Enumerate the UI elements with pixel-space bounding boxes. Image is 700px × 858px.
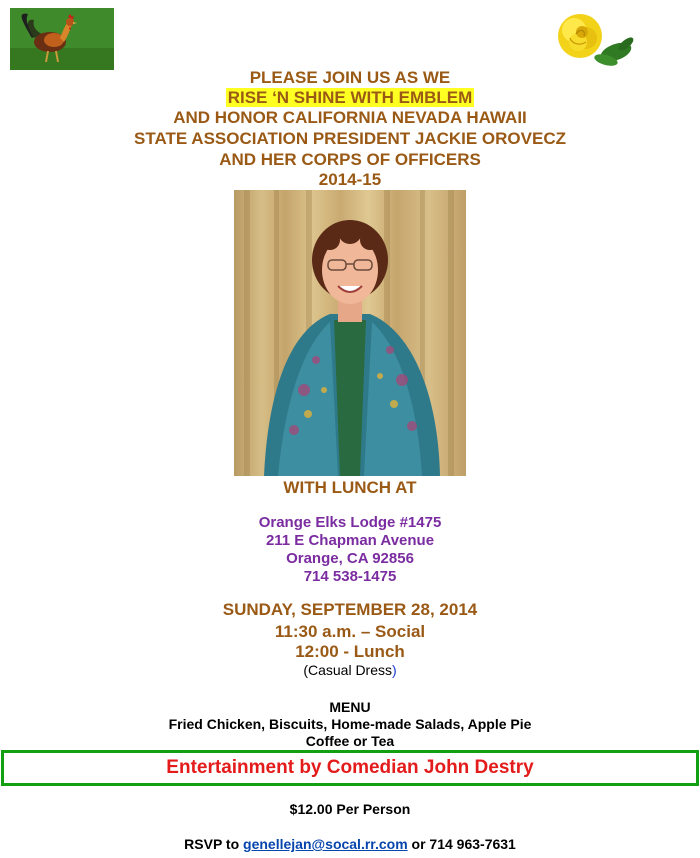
entertainment-banner (1, 750, 699, 786)
header-line-3: AND HONOR CALIFORNIA NEVADA HAWAII (173, 108, 527, 127)
header-line-2-container (0, 88, 700, 108)
rooster-image (10, 8, 114, 70)
venue-city: Orange, CA 92856 (286, 550, 414, 567)
event-date: SUNDAY, SEPTEMBER 28, 2014 (222, 600, 478, 619)
menu-line-2: Coffee or Tea (305, 733, 395, 749)
highlighted-title: RISE ‘N SHINE WITH EMBLEM (227, 88, 473, 107)
header-line-6: 2014-15 (318, 170, 382, 189)
venue-street: 211 E Chapman Avenue (265, 532, 435, 549)
menu-heading: MENU (329, 699, 371, 715)
header-line-5: AND HER CORPS OF OFFICERS (219, 150, 481, 169)
dress-code (0, 662, 700, 678)
menu-line-1: Fried Chicken, Biscuits, Home-made Salads, Apple Pie (168, 716, 532, 732)
rsvp-line (0, 836, 700, 852)
portrait-photo (234, 190, 466, 476)
lunch-heading: WITH LUNCH AT (283, 478, 417, 497)
header-line-1: PLEASE JOIN US AS WE (249, 68, 451, 87)
dress-code-paren: ) (392, 662, 397, 678)
entertainment-text: Entertainment by Comedian John Destry (166, 757, 534, 778)
header-line-4: STATE ASSOCIATION PRESIDENT JACKIE OROVECZ (134, 129, 566, 148)
price: $12.00 Per Person (289, 801, 411, 817)
rsvp-prefix: RSVP to (184, 836, 244, 852)
social-time: 11:30 a.m. – Social (274, 622, 426, 641)
venue-phone: 714 538-1475 (303, 568, 397, 585)
venue-name: Orange Elks Lodge #1475 (258, 514, 442, 531)
rsvp-suffix: or 714 963-7631 (407, 836, 516, 852)
lunch-time: 12:00 - Lunch (295, 642, 405, 661)
dress-code-text: (Casual Dress (303, 662, 393, 678)
yellow-rose-icon (552, 8, 636, 68)
rsvp-email-link[interactable]: genellejan@socal.rr.com (243, 836, 408, 852)
